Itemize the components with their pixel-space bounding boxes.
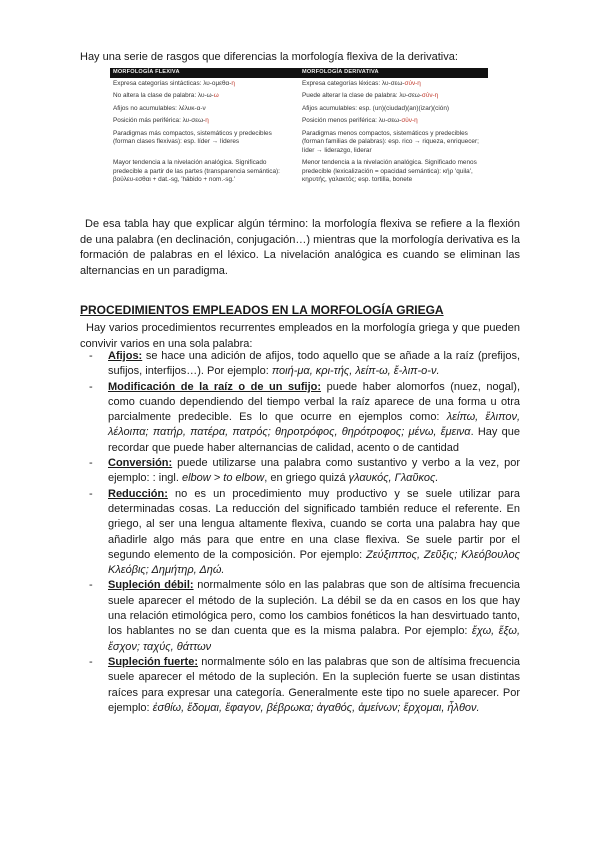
example-text: Ζεύξιππος, Ζεῦξις; Κλεόβουλος Κλεόβις; Δημήτηρ, Δηώ. [108,548,520,577]
highlighted-affix: η [205,117,209,125]
dash-bullet: - [89,655,93,668]
example-text: elbow > to elbow [181,472,265,485]
cell-text: Posición más periférica: λυ-σεω- [113,117,206,125]
section-heading: PROCEDIMIENTOS EMPLEADOS EN LA MORFOLOGÍA GRIEGA [80,303,444,317]
table-row [110,78,488,90]
dash-bullet: - [89,457,93,470]
table-cell-right [299,128,488,157]
procedure-text: no es un procedimiento muy productivo y se suele utilizar para determinadas cosas. La reducción del significado también reduce el referente. En griego, al ser una lengua altamente flexiva, cuando se corta una palabra hay que añadirle algo más para que entre en una clase flexiva. Se suele partir por el segundo elemento de la composición. Por ejemplo: [108,487,520,561]
table-cell-right [299,157,488,186]
example-text: ἐσθίω, ἔδομαι, ἔφαγον, βέβρωκα; ἀγαθός, ἀμείνων; ἔρχομαι, ἦλθον. [152,701,480,714]
list-item [80,456,520,487]
dash-bullet: - [89,350,93,362]
highlighted-affix: η [231,80,235,87]
cell-text: Expresa categorías léxicas: λυ-σεω- [302,80,405,87]
dash-bullet: - [89,380,93,393]
cell-text: Posición menos periférica: λυ-σεω- [302,117,402,125]
table-header [110,68,488,78]
table-cell-left [110,157,299,186]
table-cell-right [299,103,488,115]
table-row [110,128,488,157]
cell-text: Paradigmas más compactos, sistemáticos y predecibles (forman clases flexivas): esp. líder → líderes [113,129,272,146]
highlighted-affix: σύν-η [421,92,439,100]
highlighted-affix: ω [213,92,219,100]
table-cell-left [110,128,299,157]
procedure-term: Afijos: [108,350,143,362]
example-text: λείπω, ἔλιπον, λέλοιπα; πατήρ, πατέρα, πατρός; θηροτρόφος, θηρότροφος; μένω, ἔμεινα [108,411,521,439]
example-text: γλαυκός, Γλαῦκος. [348,472,439,485]
highlighted-affix: σύν-η [401,117,418,125]
table-row [110,115,488,127]
table-cell-right [299,115,488,127]
cell-text: Afijos acumulables: esp. (un)(ciudad)(an)(izar)(ción) [302,104,450,112]
paragraph-explicacion: De esa tabla hay que explicar algún término: la morfología flexiva se refiere a la flexión de una palabra (en declinación, conjugación…) mientras que la morfología derivativa es la formación de palabras en el léxico. La nivelación analógica es cuando se eliminan las alternancias en un paradigma. [80,218,520,277]
header-derivativa: MORFOLOGÍA DERIVATIVA [302,69,379,76]
table-cell-left [110,103,299,115]
dash-bullet: - [89,487,93,500]
procedure-term: Supleción débil: [108,579,194,592]
procedure-text: puede utilizarse una palabra como sustantivo y verbo a la vez, por ejemplo: : ingl. [108,457,520,485]
procedure-term: Conversión: [108,457,173,470]
table-row [110,157,488,186]
cell-text: Paradigmas menos compactos, sistemáticos y predecibles (forman familias de palabras): esp. rico → riqueza, enriquecer; líder → liderazgo, liderar [302,129,479,154]
procedure-term: Modificación de la raíz o de un sufijo: [108,380,322,393]
table-row [110,103,488,115]
cell-text: No altera la clase de palabra: λυ-ω- [113,92,214,100]
procedures-list [80,349,520,716]
table-cell-right [299,90,488,102]
list-item [80,487,520,579]
procedure-text: . Hay que recordar que puede haber alternancias de calidad, acento o de cantidad [108,426,520,454]
table-cell-left [110,90,299,102]
comparison-table [110,68,488,187]
paragraph-procedimientos: Hay varios procedimientos recurrentes empleados en la morfología griega y que pueden convivir varios en una sola palabra: [80,322,520,350]
list-item [80,655,520,716]
procedure-text: normalmente sólo en las palabras que son de altísima frecuencia suele aparecer el método de la supleción. En la supleción fuerte se usan distintas raíces para expresar una categoría. Generalmente este tipo no suele aparecer. Por ejemplo: [108,655,521,714]
procedure-text: se hace una adición de afijos, todo aquello que se añade a la raíz (prefijos, sufijos, interfijos…). Por ejemplo: [108,350,520,378]
table-cell-left [110,78,299,90]
procedure-text: normalmente sólo en las palabras que son de altísima frecuencia suele aparecer el método de la supleción. La débil se da en casos en los que hay una relación etimológica pero, como los cambios fonéticos la han desvirtuado tanto, los hablantes no se dan cuenta que es la misma palabra. Por ejemplo: [108,579,521,638]
cell-text: Puede alterar la clase de palabra: λυ-σεω- [302,92,422,100]
table-cell-right [299,78,488,90]
header-flexiva: MORFOLOGÍA FLEXIVA [113,69,180,76]
procedure-term: Reducción: [108,487,168,500]
highlighted-affix: σύν-η [404,80,421,87]
dash-bullet: - [89,579,93,592]
cell-text: Expresa categorías sintácticas: λυ-ομεθα- [113,80,232,87]
cell-text: Afijos no acumulables: λέλυκ-α-ν [113,104,206,112]
procedure-term: Supleción fuerte: [108,655,199,668]
procedure-text: , en griego quizá [264,472,349,485]
table-row [110,90,488,102]
cell-text: Menor tendencia a la nivelación analógica. Significado menos predecible (lexicalización = opacidad semántica): κήρ 'quila', κηρυτής, γαλακτός; esp. tortilla, bonete [302,159,477,184]
table-cell-left [110,115,299,127]
list-item [80,380,520,456]
list-item [80,349,520,380]
example-text: ἔχω, ἕξω, ἔσχον; ταχύς, θάττων [108,625,520,653]
cell-text: Mayor tendencia a la nivelación analógica. Significado predecible a partir de las partes (transparencia semántica): βούλευ-εσθαι + dat.-sg, 'hábido + nom.-sg.' [113,159,280,184]
intro-text: Hay una serie de rasgos que diferencias la morfología flexiva de la derivativa: [80,51,458,63]
example-text: ποιή-μα, κρι-τής, λείπ-ω, ἔ-λιπ-ο-ν. [271,365,440,378]
list-item [80,578,520,654]
procedure-text: puede haber alomorfos (nuez, nogal), como cuando dependiendo del tiempo verbal la raíz aparece de una forma u otra parcialmente predecible. Es lo que ocurre en ejemplos como: [108,380,520,424]
